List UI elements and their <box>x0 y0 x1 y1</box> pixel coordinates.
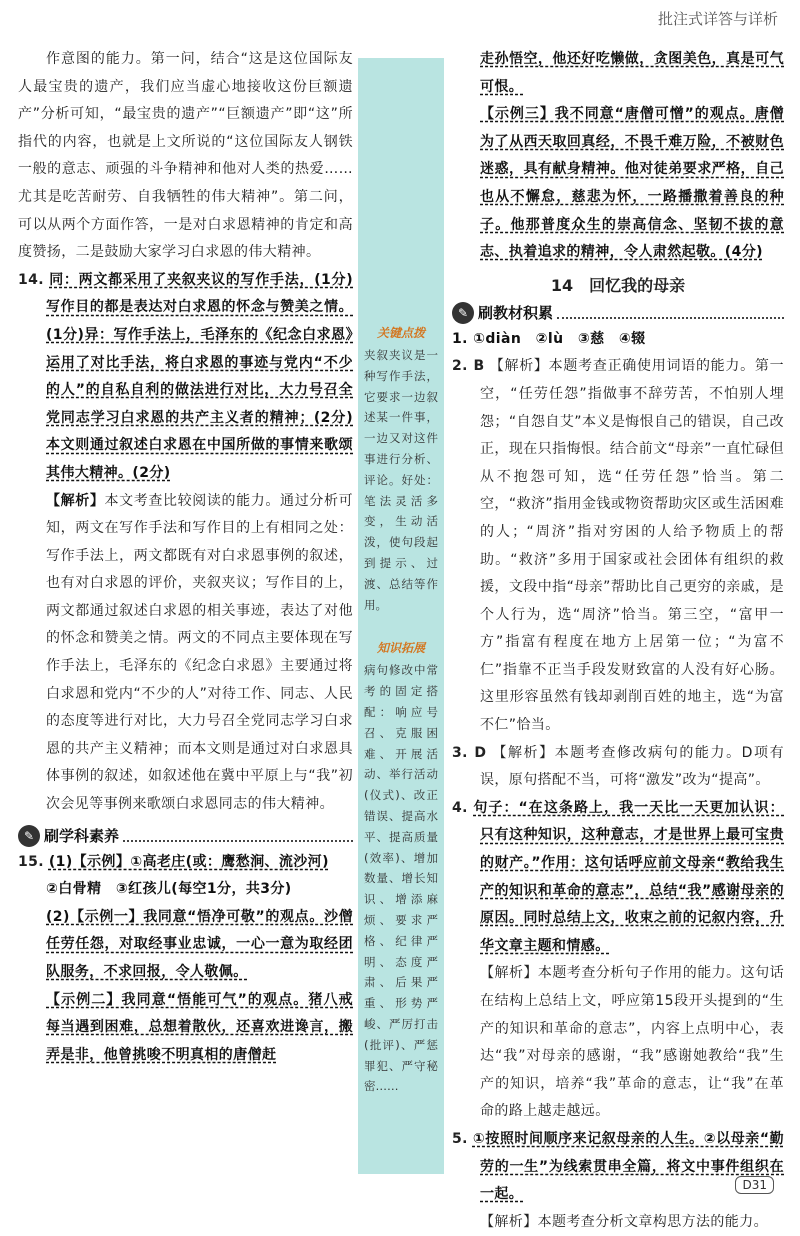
question-number-5: 5. <box>452 1130 468 1147</box>
page-header-title: 批注式详答与详析 <box>657 10 778 28</box>
analysis-14 <box>18 488 353 819</box>
section-title: 刷教材积累 <box>478 304 554 323</box>
answer-13-continued: 作意图的能力。第一问，结合“这是这位国际友人最宝贵的遗产，我们应当虚心地接收这份巨额遗产”分析可知，“最宝贵的遗产”“巨额遗产”即“这”所指代的内容，也就是上文所说的“这位国际友人钢铁一般的意志、顽强的斗争精神和他对人类的热爱……尤其是吃苦耐劳、自我牺牲的伟大精神”。第二问，可以从两个方面作答，一是对白求恩精神的肯定和高度赞扬，二是鼓励大家学习白求恩的伟大精神。 <box>18 51 353 261</box>
question-number-2: 2. B <box>452 358 485 375</box>
tag-knowledge-extension: 知识拓展 <box>376 641 425 656</box>
answer-1: 1. ①diàn ②lù ③慈 ④辍 <box>452 330 646 347</box>
answer-4-text: 句子：“在这条路上，我一天比一天更加认识：只有这种知识，这种意志，才是世界上最可宝贵的财产。”作用：这句话呼应前文母亲“教给我生产的知识和革命的意志”，总结“我”感谢母亲的原因。同时总结上文，收束之前的记叙内容，升华文章主题和情感。 <box>473 799 784 954</box>
answer-3 <box>452 740 784 795</box>
answer-2 <box>452 353 784 739</box>
answer-5 <box>452 1126 784 1209</box>
analysis-2: 【解析】本题考查正确使用词语的能力。第一空，“任劳任怨”指做事不辞劳苦，不怕别人埋怨；“自怨自艾”本义是悔恨自己的错误，自己改正，现在只指悔恨。结合前文“母亲”一直忙碌但从不抱怨可知，选“任劳任怨”恰当。第二空，“救济”指用金钱或物资帮助灾区或生活困难的人；“周济”指对穷困的人给予物质上的帮助。“救济”多用于国家或社会团体有组织的救援，文段中指“母亲”帮助比自己更穷的亲戚，是个人行为，选“周济”恰当。第三空，“富甲一方”指富有程度在地方上居第一位；“为富不仁”指靠不正当手段发财致富的人没有好心肠。这里形容虽然有钱却剥削百姓的地主，选“为富不仁”恰当。 <box>480 358 784 734</box>
right-column <box>452 46 784 1236</box>
answer-4 <box>452 795 784 961</box>
answer-15-line1 <box>18 849 353 877</box>
sidebar-notes <box>358 58 444 1174</box>
analysis-3: 【解析】本题考查修改病句的能力。D项有误，原句搭配不当，可将“激发”改为“提高”。 <box>480 744 784 789</box>
section-header-textbook <box>452 302 784 324</box>
tag-key-points: 关键点拨 <box>376 326 425 340</box>
analysis-label: 【解析】 <box>46 492 105 509</box>
answer-15-part1: (1)【示例】①高老庄(或：鹰愁涧、流沙河) <box>48 853 329 870</box>
note-knowledge-extension: 病句修改中常考的固定搭配：响应号召、克服困难、开展活动、举行活动(仪式)、改正错误、提高水平、提高质量(效率)、增加数量、增长知识、增添麻烦、要求严格、纪律严明、态度严肃、后果严重、形势严峻、严厉打击(批评)、严惩罪犯、严守秘密…… <box>364 663 438 1094</box>
section-header-subject-literacy <box>18 825 353 847</box>
answer-14-text: 同：两文都采用了夹叙夹议的写作手法，(1分)写作目的都是表达对白求恩的怀念与赞美之情。(1分)异：写作手法上，毛泽东的《纪念白求恩》运用了对比手法，将白求恩的事迹与党内“不少的人”的自私自利的做法进行对比，大力号召全党同志学习白求恩的共产主义者的精神；(2分)本文则通过叙述白求恩在中国所做的事情来歌颂其伟大精神。(2分) <box>46 271 353 481</box>
analysis-5: 【解析】本题考查分析文章构思方法的能力。 <box>480 1213 768 1230</box>
dotted-divider <box>123 830 353 842</box>
answer-15-line2: ②白骨精 ③红孩儿(每空1分，共3分) <box>46 881 292 898</box>
question-number-15: 15. <box>18 853 45 870</box>
answer-5-text: ①按照时间顺序来记叙母亲的人生。②以母亲“勤劳的一生”为线索贯串全篇，将文中事件组织在一起。 <box>472 1130 784 1203</box>
question-number-3: 3. D <box>452 744 487 761</box>
left-column <box>18 46 353 1069</box>
dotted-divider <box>557 307 784 319</box>
answer-14 <box>18 267 353 488</box>
answer-15-example3: 【示例三】我不同意“唐僧可憎”的观点。唐僧为了从西天取回真经，不畏千难万险，不被财色迷惑，具有献身精神。他对徒弟要求严格，自己也从不懈怠，慈悲为怀，一路播撒着善良的种子。他那普度众生的崇高信念、坚韧不拔的意志、执着追求的精神，令人肃然起敬。(4分) <box>480 106 784 261</box>
lesson-title: 14 回忆我的母亲 <box>550 275 686 295</box>
question-number-4: 4. <box>452 799 468 816</box>
question-number-14: 14. <box>18 271 45 288</box>
answer-15-example2-continued: 走孙悟空，他还好吃懒做，贪图美色，真是可气可恨。 <box>480 51 784 95</box>
analysis-14-text: 本文考查比较阅读的能力。通过分析可知，两文在写作手法和写作目的上有相同之处：写作手法上，两文都既有对白求恩事例的叙述，也有对白求恩的评价，夹叙夹议；写作目的上，两文都通过叙述白求恩的相关事迹，表达了对他的怀念和赞美之情。两文的不同点主要体现在写作手法上，毛泽东的《纪念白求恩》主要通过将白求恩和党内“不少的人”对待工作、同志、人民的态度等进行对比，大力号召全党同志学习白求恩的共产主义精神；而本文则是通过对白求恩具体事例的叙述，如叙述他在冀中平原上与“我”初次会见等事例来歌颂白求恩同志的伟大精神。 <box>46 492 353 813</box>
analysis-4: 【解析】本题考查分析句子作用的能力。这句话在结构上总结上文，呼应第15段开头提到的“生产的知识和革命的意志”，内容上点明中心，表达“我”对母亲的感谢，“我”感谢她教给“我”生产的知识，培养“我”革命的意志，让“我”在革命的路上越走越远。 <box>480 965 784 1120</box>
section-title: 刷学科素养 <box>44 827 120 846</box>
pencil-icon: ✎ <box>452 302 474 324</box>
answer-15-example1: (2)【示例一】我同意“悟净可敬”的观点。沙僧任劳任怨，对取经事业忠诚，一心一意为取经团队服务，不求回报，令人敬佩。 <box>46 908 353 980</box>
answer-15-example2: 【示例二】我同意“悟能可气”的观点。猪八戒每当遇到困难，总想着散伙，还喜欢进谗言，搬弄是非，他曾挑唆不明真相的唐僧赶 <box>46 991 353 1063</box>
pencil-icon: ✎ <box>18 825 40 847</box>
page-number: D31 <box>735 1176 774 1194</box>
note-key-points: 夹叙夹议是一种写作手法，它要求一边叙述某一件事，一边又对这件事进行分析、评论。好处：笔法灵活多变，生动活泼，使句段起到提示、过渡、总结等作用。 <box>364 348 438 612</box>
